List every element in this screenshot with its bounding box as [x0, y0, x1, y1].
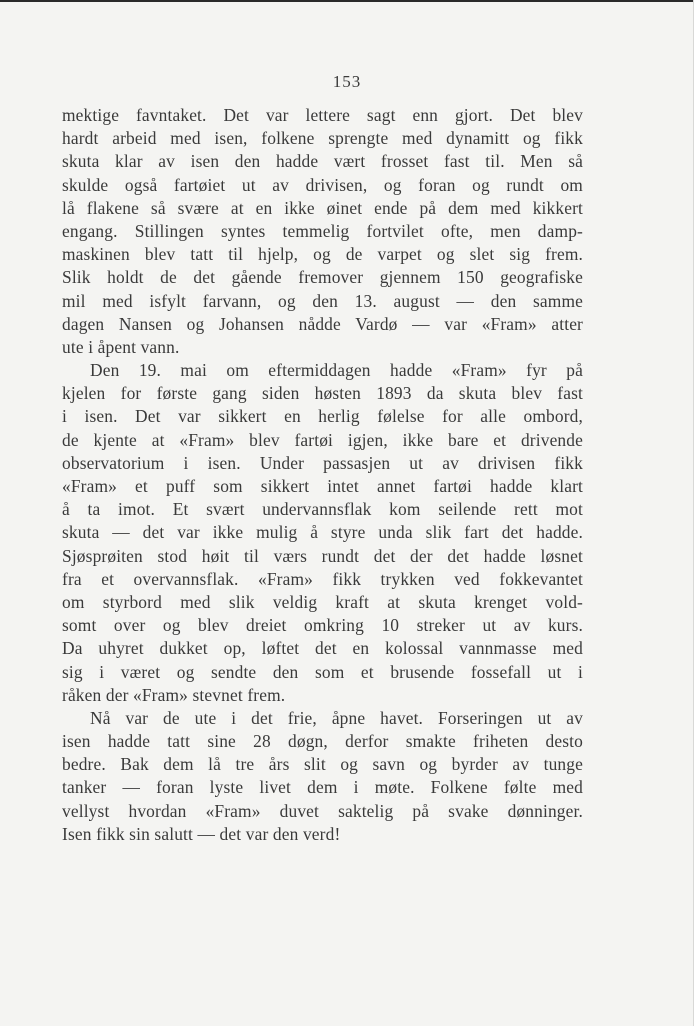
text-line: råken der «Fram» stevnet frem. — [62, 684, 286, 705]
text-line: hardt arbeid med isen, folkene sprengte med dynamitt og fikk — [62, 128, 583, 149]
text-line: Slik holdt de det gående fremover gjennem 150 geografiske — [62, 267, 583, 288]
text-line: å ta imot. Et svært undervannsflak kom seilende rett mot — [62, 499, 583, 520]
text-line: skuta — det var ikke mulig å styre unda slik fart det hadde. — [62, 522, 583, 543]
text-line: skuta klar av isen den hadde vært frosset fast til. Men så — [62, 151, 583, 172]
page-number: 153 — [332, 72, 362, 91]
page-top-edge — [0, 0, 694, 2]
text-line: Nå var de ute i det frie, åpne havet. Forseringen ut av — [90, 707, 583, 728]
text-line: observatorium i isen. Under passasjen ut av drivisen fikk — [62, 452, 583, 473]
text-line: lå flakene så svære at en ikke øinet ende på dem med kikkert — [62, 197, 583, 218]
text-line: i isen. Det var sikkert en herlig følelse for alle ombord, — [62, 406, 583, 427]
text-line: Da uhyret dukket op, løftet det en kolossal vannmasse med — [62, 638, 583, 659]
text-line: Sjøsprøiten stod høit til værs rundt det der det hadde løsnet — [62, 545, 583, 566]
text-line: skulde også fartøiet ut av drivisen, og foran og rundt om — [62, 174, 583, 195]
text-line: Isen fikk sin salutt — det var den verd! — [62, 823, 341, 844]
text-line: fra et overvannsflak. «Fram» fikk trykken ved fokkevantet — [62, 568, 583, 589]
paragraph — [62, 707, 583, 846]
text-line: om styrbord med slik veldig kraft at skuta krenget vold- — [62, 591, 583, 612]
text-line: ute i åpent vann. — [62, 336, 180, 357]
text-line: bedre. Bak dem lå tre års slit og savn og byrder av tunge — [62, 754, 583, 775]
text-line: vellyst hvordan «Fram» duvet saktelig på svake dønninger. — [62, 800, 583, 821]
text-line: engang. Stillingen syntes temmelig fortvilet ofte, men damp- — [62, 220, 583, 241]
body-text — [62, 104, 583, 846]
text-line: kjelen for første gang siden høsten 1893 da skuta blev fast — [62, 383, 583, 404]
paragraph — [62, 104, 583, 359]
text-line: mektige favntaket. Det var lettere sagt enn gjort. Det blev — [62, 105, 583, 125]
text-line: sig i været og sendte den som et brusende fossefall ut i — [62, 661, 583, 682]
text-line: maskinen blev tatt til hjelp, og de varpet og slet sig frem. — [62, 244, 583, 265]
text-line: de kjente at «Fram» blev fartøi igjen, ikke bare et drivende — [62, 429, 583, 450]
text-line: «Fram» et puff som sikkert intet annet fartøi hadde klart — [62, 476, 583, 496]
paragraph — [62, 359, 583, 707]
text-line: Den 19. mai om eftermiddagen hadde «Fram» fyr på — [90, 360, 583, 381]
text-line: somt over og blev dreiet omkring 10 streker ut av kurs. — [62, 615, 583, 636]
text-line: mil med isfylt farvann, og den 13. august — den samme — [62, 290, 583, 311]
text-line: isen hadde tatt sine 28 døgn, derfor smakte friheten desto — [62, 731, 583, 752]
text-line: tanker — foran lyste livet dem i møte. Folkene følte med — [62, 777, 583, 798]
text-line: dagen Nansen og Johansen nådde Vardø — var «Fram» atter — [62, 313, 583, 334]
